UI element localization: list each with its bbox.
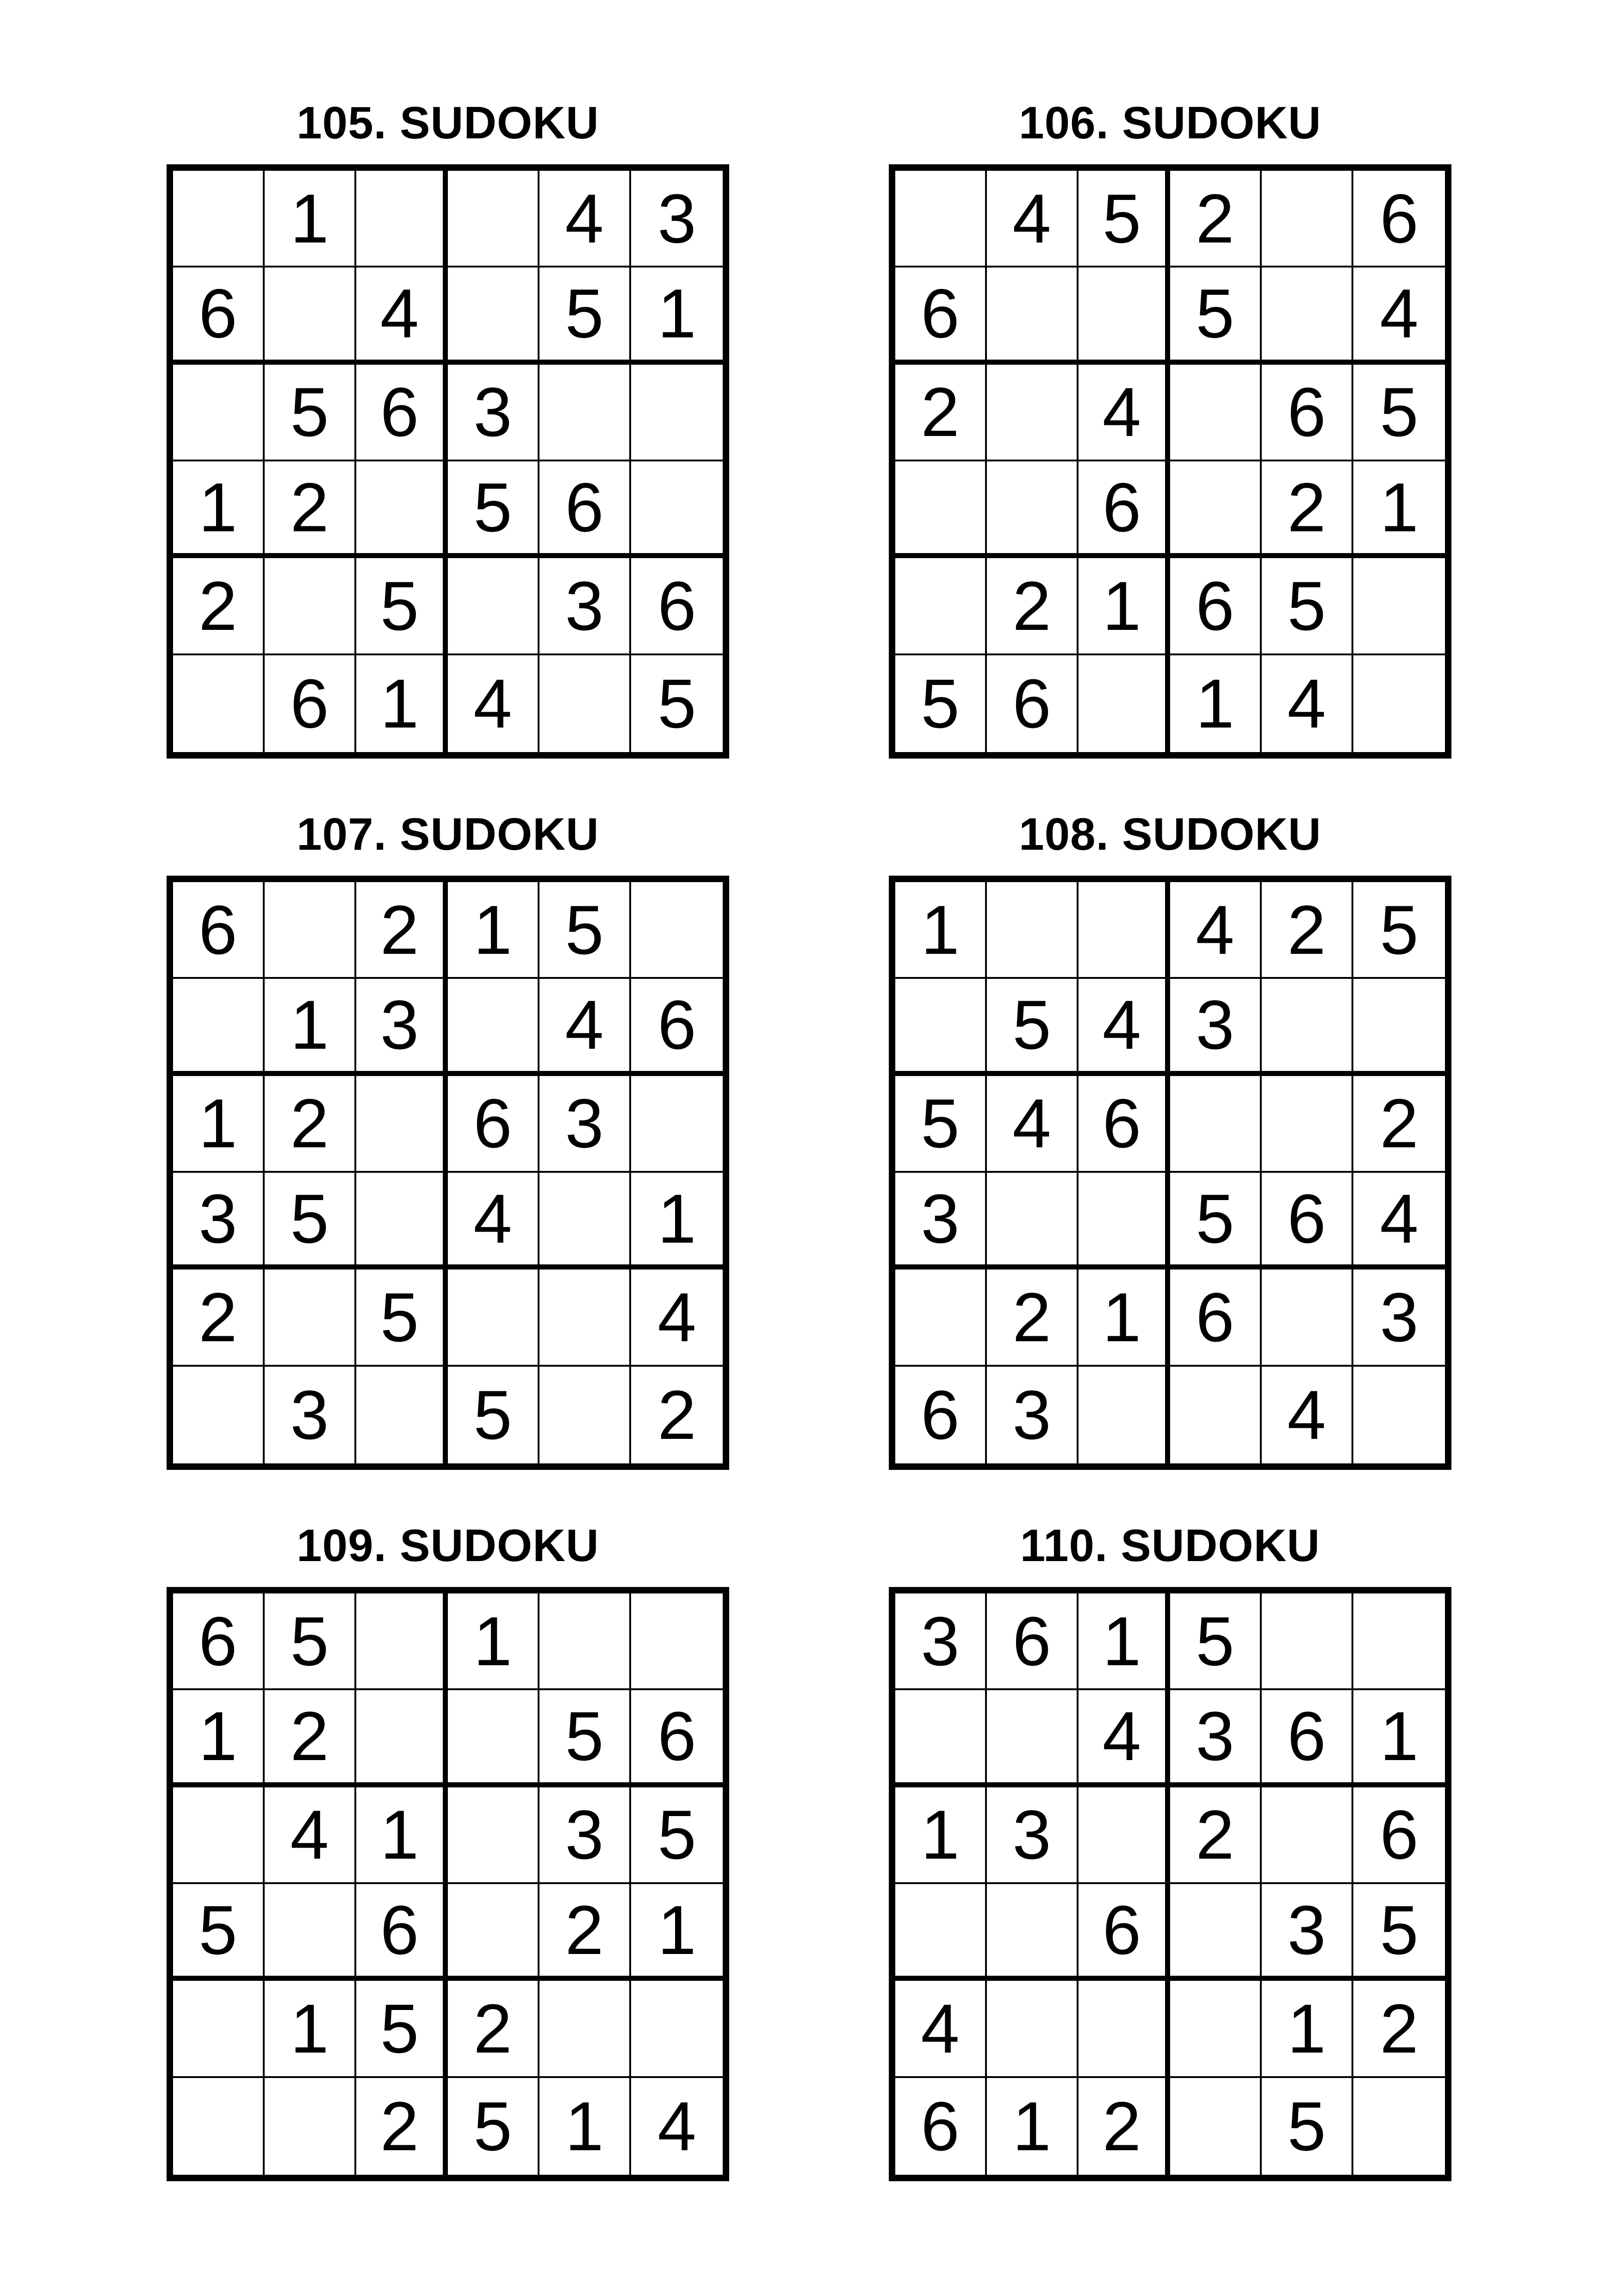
sudoku-cell: 6 (173, 268, 265, 364)
sudoku-cell: 4 (1353, 1173, 1445, 1269)
puzzle-title: 107. SUDOKU (297, 809, 599, 859)
sudoku-cell (895, 171, 987, 268)
sudoku-cell: 1 (356, 1787, 448, 1884)
puzzle-title: 106. SUDOKU (1019, 97, 1321, 148)
sudoku-cell: 2 (1353, 1076, 1445, 1173)
sudoku-cell: 1 (1262, 1981, 1353, 2078)
sudoku-cell (265, 1269, 356, 1366)
sudoku-cell: 4 (356, 268, 448, 364)
sudoku-cell (173, 2078, 265, 2175)
sudoku-cell: 5 (356, 1981, 448, 2078)
sudoku-cell: 5 (539, 882, 631, 979)
sudoku-cell: 2 (356, 882, 448, 979)
sudoku-cell: 6 (173, 1593, 265, 1690)
sudoku-cell: 3 (265, 1367, 356, 1463)
sudoku-cell: 6 (1353, 171, 1445, 268)
sudoku-cell (1262, 1787, 1353, 1884)
sudoku-cell: 5 (539, 1690, 631, 1787)
sudoku-cell: 6 (539, 461, 631, 558)
sudoku-cell: 5 (1170, 1173, 1262, 1269)
sudoku-cell: 3 (539, 1076, 631, 1173)
sudoku-cell: 5 (631, 1787, 723, 1884)
sudoku-cell: 2 (657, 1376, 696, 1454)
sudoku-cell (356, 461, 448, 558)
sudoku-cell (448, 558, 539, 655)
sudoku-cell (895, 558, 987, 655)
sudoku-cell: 5 (1170, 268, 1262, 364)
sudoku-cell: 2 (895, 365, 987, 461)
sudoku-cell (356, 1593, 448, 1690)
sudoku-cell: 5 (1353, 1884, 1445, 1981)
sudoku-cell (1262, 1269, 1353, 1366)
sudoku-cell (1170, 2078, 1262, 2175)
sudoku-cell (356, 1367, 448, 1463)
puzzle-title: 109. SUDOKU (297, 1520, 599, 1571)
sudoku-cell: 3 (356, 979, 448, 1076)
sudoku-cell: 4 (1079, 365, 1170, 461)
sudoku-cell (539, 1269, 631, 1366)
sudoku-cell (1262, 171, 1353, 268)
sudoku-grid (167, 164, 729, 759)
sudoku-cell: 3 (1170, 1690, 1262, 1787)
sudoku-grid (167, 1587, 729, 2181)
sudoku-cell: 1 (631, 1173, 723, 1269)
sudoku-cell: 4 (895, 1981, 987, 2078)
sudoku-cell: 5 (987, 979, 1079, 1076)
sudoku-grid (889, 1587, 1451, 2181)
sudoku-cell (987, 461, 1079, 558)
sudoku-cell (448, 268, 539, 364)
sudoku-cell: 5 (448, 1367, 539, 1463)
sudoku-cell: 1 (895, 882, 987, 979)
sudoku-cell (987, 882, 1079, 979)
sudoku-cell: 6 (1262, 1173, 1353, 1269)
sudoku-cell: 2 (1353, 1981, 1445, 2078)
sudoku-cell: 5 (539, 268, 631, 364)
sudoku-cell: 3 (173, 1173, 265, 1269)
sudoku-cell (1170, 1367, 1262, 1463)
sudoku-cell (173, 171, 265, 268)
sudoku-cell (173, 979, 265, 1076)
sudoku-cell: 6 (1353, 1787, 1445, 1884)
sudoku-cell: 6 (1262, 365, 1353, 461)
sudoku-cell (1079, 1787, 1170, 1884)
sudoku-cell: 6 (1170, 1269, 1262, 1366)
sudoku-cell: 5 (448, 461, 539, 558)
sudoku-cell (1353, 655, 1445, 752)
sudoku-cell (539, 1367, 631, 1463)
sudoku-cell: 5 (356, 1269, 448, 1366)
sudoku-cell (448, 979, 539, 1076)
sudoku-cell (1353, 1593, 1445, 1690)
sudoku-cell: 6 (631, 1690, 723, 1787)
sudoku-cell: 2 (173, 1269, 265, 1366)
sudoku-cell (987, 1981, 1079, 2078)
sudoku-cell: 1 (173, 1076, 265, 1173)
sudoku-cell: 4 (1353, 268, 1445, 364)
sudoku-cell: 3 (895, 1173, 987, 1269)
sudoku-cell (265, 1884, 356, 1981)
sudoku-cell (539, 1173, 631, 1269)
sudoku-cell (173, 365, 265, 461)
sudoku-cell (987, 268, 1079, 364)
sudoku-cell: 6 (1079, 461, 1170, 558)
sudoku-cell: 3 (539, 1787, 631, 1884)
sudoku-cell: 1 (265, 979, 356, 1076)
sudoku-cell (356, 1173, 448, 1269)
sudoku-cell (539, 655, 631, 752)
sudoku-cell (987, 1690, 1079, 1787)
sudoku-cell: 2 (1262, 882, 1353, 979)
sudoku-cell (987, 1173, 1079, 1269)
sudoku-cell (1170, 1981, 1262, 2078)
sudoku-cell (173, 1981, 265, 2078)
sudoku-cell (631, 1076, 723, 1173)
sudoku-cell (895, 1884, 987, 1981)
sudoku-cell: 2 (1079, 2078, 1170, 2175)
sudoku-cell (448, 1787, 539, 1884)
sudoku-cell: 5 (1353, 882, 1445, 979)
sudoku-cell (631, 1593, 723, 1690)
sudoku-cell: 3 (448, 365, 539, 461)
sudoku-cell: 1 (1353, 1690, 1445, 1787)
sudoku-cell: 4 (1262, 655, 1353, 752)
sudoku-cell (1353, 979, 1445, 1076)
sudoku-cell: 3 (987, 1787, 1079, 1884)
sudoku-grid (889, 876, 1451, 1470)
sudoku-cell (895, 979, 987, 1076)
sudoku-cell: 2 (265, 1690, 356, 1787)
sudoku-cell: 5 (1170, 1593, 1262, 1690)
sudoku-cell (1170, 1076, 1262, 1173)
sudoku-cell: 5 (657, 665, 696, 743)
sudoku-cell (1353, 1367, 1445, 1463)
sudoku-cell: 3 (1353, 1269, 1445, 1366)
sudoku-cell (1262, 268, 1353, 364)
sudoku-cell (1262, 1593, 1353, 1690)
sudoku-cell (448, 171, 539, 268)
sudoku-cell (356, 171, 448, 268)
sudoku-cell: 1 (173, 1690, 265, 1787)
sudoku-cell: 3 (539, 558, 631, 655)
sudoku-cell (987, 365, 1079, 461)
sudoku-cell: 2 (1170, 171, 1262, 268)
sudoku-cell: 4 (1079, 1690, 1170, 1787)
sudoku-cell (1079, 655, 1170, 752)
sudoku-cell: 6 (987, 1593, 1079, 1690)
sudoku-cell: 3 (895, 1593, 987, 1690)
sudoku-cell: 6 (631, 558, 723, 655)
sudoku-cell: 4 (539, 979, 631, 1076)
sudoku-cell: 6 (1079, 1076, 1170, 1173)
sudoku-cell: 4 (448, 655, 539, 752)
sudoku-cell (539, 1593, 631, 1690)
sudoku-grid (889, 164, 1451, 759)
sudoku-cell: 6 (895, 2078, 987, 2175)
sudoku-cell: 6 (448, 1076, 539, 1173)
sudoku-cell (1262, 979, 1353, 1076)
sudoku-cell (895, 1269, 987, 1366)
sudoku-cell: 5 (173, 1884, 265, 1981)
sudoku-cell (173, 1367, 265, 1463)
sudoku-cell: 6 (987, 655, 1079, 752)
sudoku-cell: 4 (987, 171, 1079, 268)
sudoku-cell: 1 (631, 268, 723, 364)
sudoku-cell (448, 1884, 539, 1981)
sudoku-cell: 6 (356, 365, 448, 461)
sudoku-cell (1353, 2078, 1445, 2175)
sudoku-cell: 5 (1079, 171, 1170, 268)
sudoku-cell: 6 (895, 1367, 987, 1463)
sudoku-cell: 6 (631, 979, 723, 1076)
sudoku-cell: 2 (356, 2078, 448, 2175)
sudoku-cell (1079, 1981, 1170, 2078)
puzzle-title: 108. SUDOKU (1019, 809, 1321, 859)
sudoku-cell (265, 882, 356, 979)
sudoku-cell: 1 (356, 655, 448, 752)
sudoku-cell: 1 (173, 461, 265, 558)
sudoku-cell (631, 365, 723, 461)
sudoku-cell: 1 (448, 882, 539, 979)
sudoku-cell (265, 558, 356, 655)
sudoku-cell (539, 1981, 631, 2078)
sudoku-cell (1170, 365, 1262, 461)
sudoku-cell: 2 (448, 1981, 539, 2078)
sudoku-cell: 6 (895, 268, 987, 364)
sudoku-cell: 2 (1170, 1787, 1262, 1884)
sudoku-cell: 4 (448, 1173, 539, 1269)
sudoku-cell: 6 (173, 882, 265, 979)
sudoku-cell: 4 (1262, 1367, 1353, 1463)
puzzle-title: 105. SUDOKU (297, 97, 599, 148)
sudoku-cell: 1 (539, 2078, 631, 2175)
sudoku-cell: 1 (987, 2078, 1079, 2175)
sudoku-cell: 2 (173, 558, 265, 655)
sudoku-cell (1170, 461, 1262, 558)
sudoku-cell: 4 (657, 2087, 696, 2165)
sudoku-cell: 1 (1079, 1269, 1170, 1366)
sudoku-cell: 1 (631, 1884, 723, 1981)
sudoku-cell: 2 (265, 1076, 356, 1173)
sudoku-cell (631, 461, 723, 558)
sudoku-cell (1079, 268, 1170, 364)
sudoku-cell: 1 (1353, 461, 1445, 558)
sudoku-cell (265, 268, 356, 364)
sudoku-cell (356, 1690, 448, 1787)
sudoku-cell: 5 (265, 1593, 356, 1690)
sudoku-cell (448, 1269, 539, 1366)
puzzle-title: 110. SUDOKU (1020, 1520, 1320, 1571)
sudoku-cell: 5 (895, 655, 987, 752)
sudoku-cell: 6 (265, 655, 356, 752)
sudoku-cell: 6 (1079, 1884, 1170, 1981)
sudoku-cell (1079, 1173, 1170, 1269)
sudoku-cell: 1 (1170, 655, 1262, 752)
sudoku-cell (895, 1690, 987, 1787)
sudoku-cell: 4 (265, 1787, 356, 1884)
sudoku-cell: 4 (631, 1269, 723, 1366)
sudoku-cell: 2 (539, 1884, 631, 1981)
sudoku-cell: 4 (539, 171, 631, 268)
sudoku-cell: 5 (448, 2078, 539, 2175)
sudoku-cell (448, 1690, 539, 1787)
sudoku-cell: 1 (1079, 558, 1170, 655)
sudoku-cell (1353, 558, 1445, 655)
sudoku-cell (356, 1076, 448, 1173)
sudoku-cell (895, 461, 987, 558)
sudoku-cell (631, 882, 723, 979)
sudoku-cell: 1 (265, 171, 356, 268)
sudoku-cell: 5 (356, 558, 448, 655)
sudoku-cell: 5 (265, 1173, 356, 1269)
sudoku-cell: 1 (448, 1593, 539, 1690)
sudoku-cell (987, 1884, 1079, 1981)
sudoku-cell: 6 (356, 1884, 448, 1981)
sudoku-cell: 5 (1353, 365, 1445, 461)
sudoku-cell: 2 (265, 461, 356, 558)
sudoku-cell (1079, 882, 1170, 979)
sudoku-cell: 3 (1170, 979, 1262, 1076)
sudoku-cell: 2 (987, 1269, 1079, 1366)
sudoku-cell (1079, 1367, 1170, 1463)
sudoku-cell (173, 1787, 265, 1884)
sudoku-cell: 5 (895, 1076, 987, 1173)
sudoku-cell: 4 (1079, 979, 1170, 1076)
sudoku-cell: 1 (1079, 1593, 1170, 1690)
sudoku-cell: 5 (265, 365, 356, 461)
sudoku-cell: 3 (631, 171, 723, 268)
sudoku-cell (1170, 1884, 1262, 1981)
sudoku-cell: 2 (1262, 461, 1353, 558)
sudoku-cell: 6 (1170, 558, 1262, 655)
sudoku-cell: 1 (265, 1981, 356, 2078)
sudoku-cell (539, 365, 631, 461)
sudoku-grid (167, 876, 729, 1470)
sudoku-cell (265, 2078, 356, 2175)
sudoku-cell: 5 (1262, 558, 1353, 655)
sudoku-cell: 3 (987, 1367, 1079, 1463)
sudoku-cell: 3 (1262, 1884, 1353, 1981)
sudoku-cell: 4 (1170, 882, 1262, 979)
sudoku-cell: 2 (987, 558, 1079, 655)
sudoku-cell: 6 (1262, 1690, 1353, 1787)
sudoku-cell: 1 (895, 1787, 987, 1884)
sudoku-cell: 4 (987, 1076, 1079, 1173)
sudoku-cell: 5 (1262, 2078, 1353, 2175)
sudoku-cell (631, 1981, 723, 2078)
sudoku-cell (173, 655, 265, 752)
sudoku-cell (1262, 1076, 1353, 1173)
